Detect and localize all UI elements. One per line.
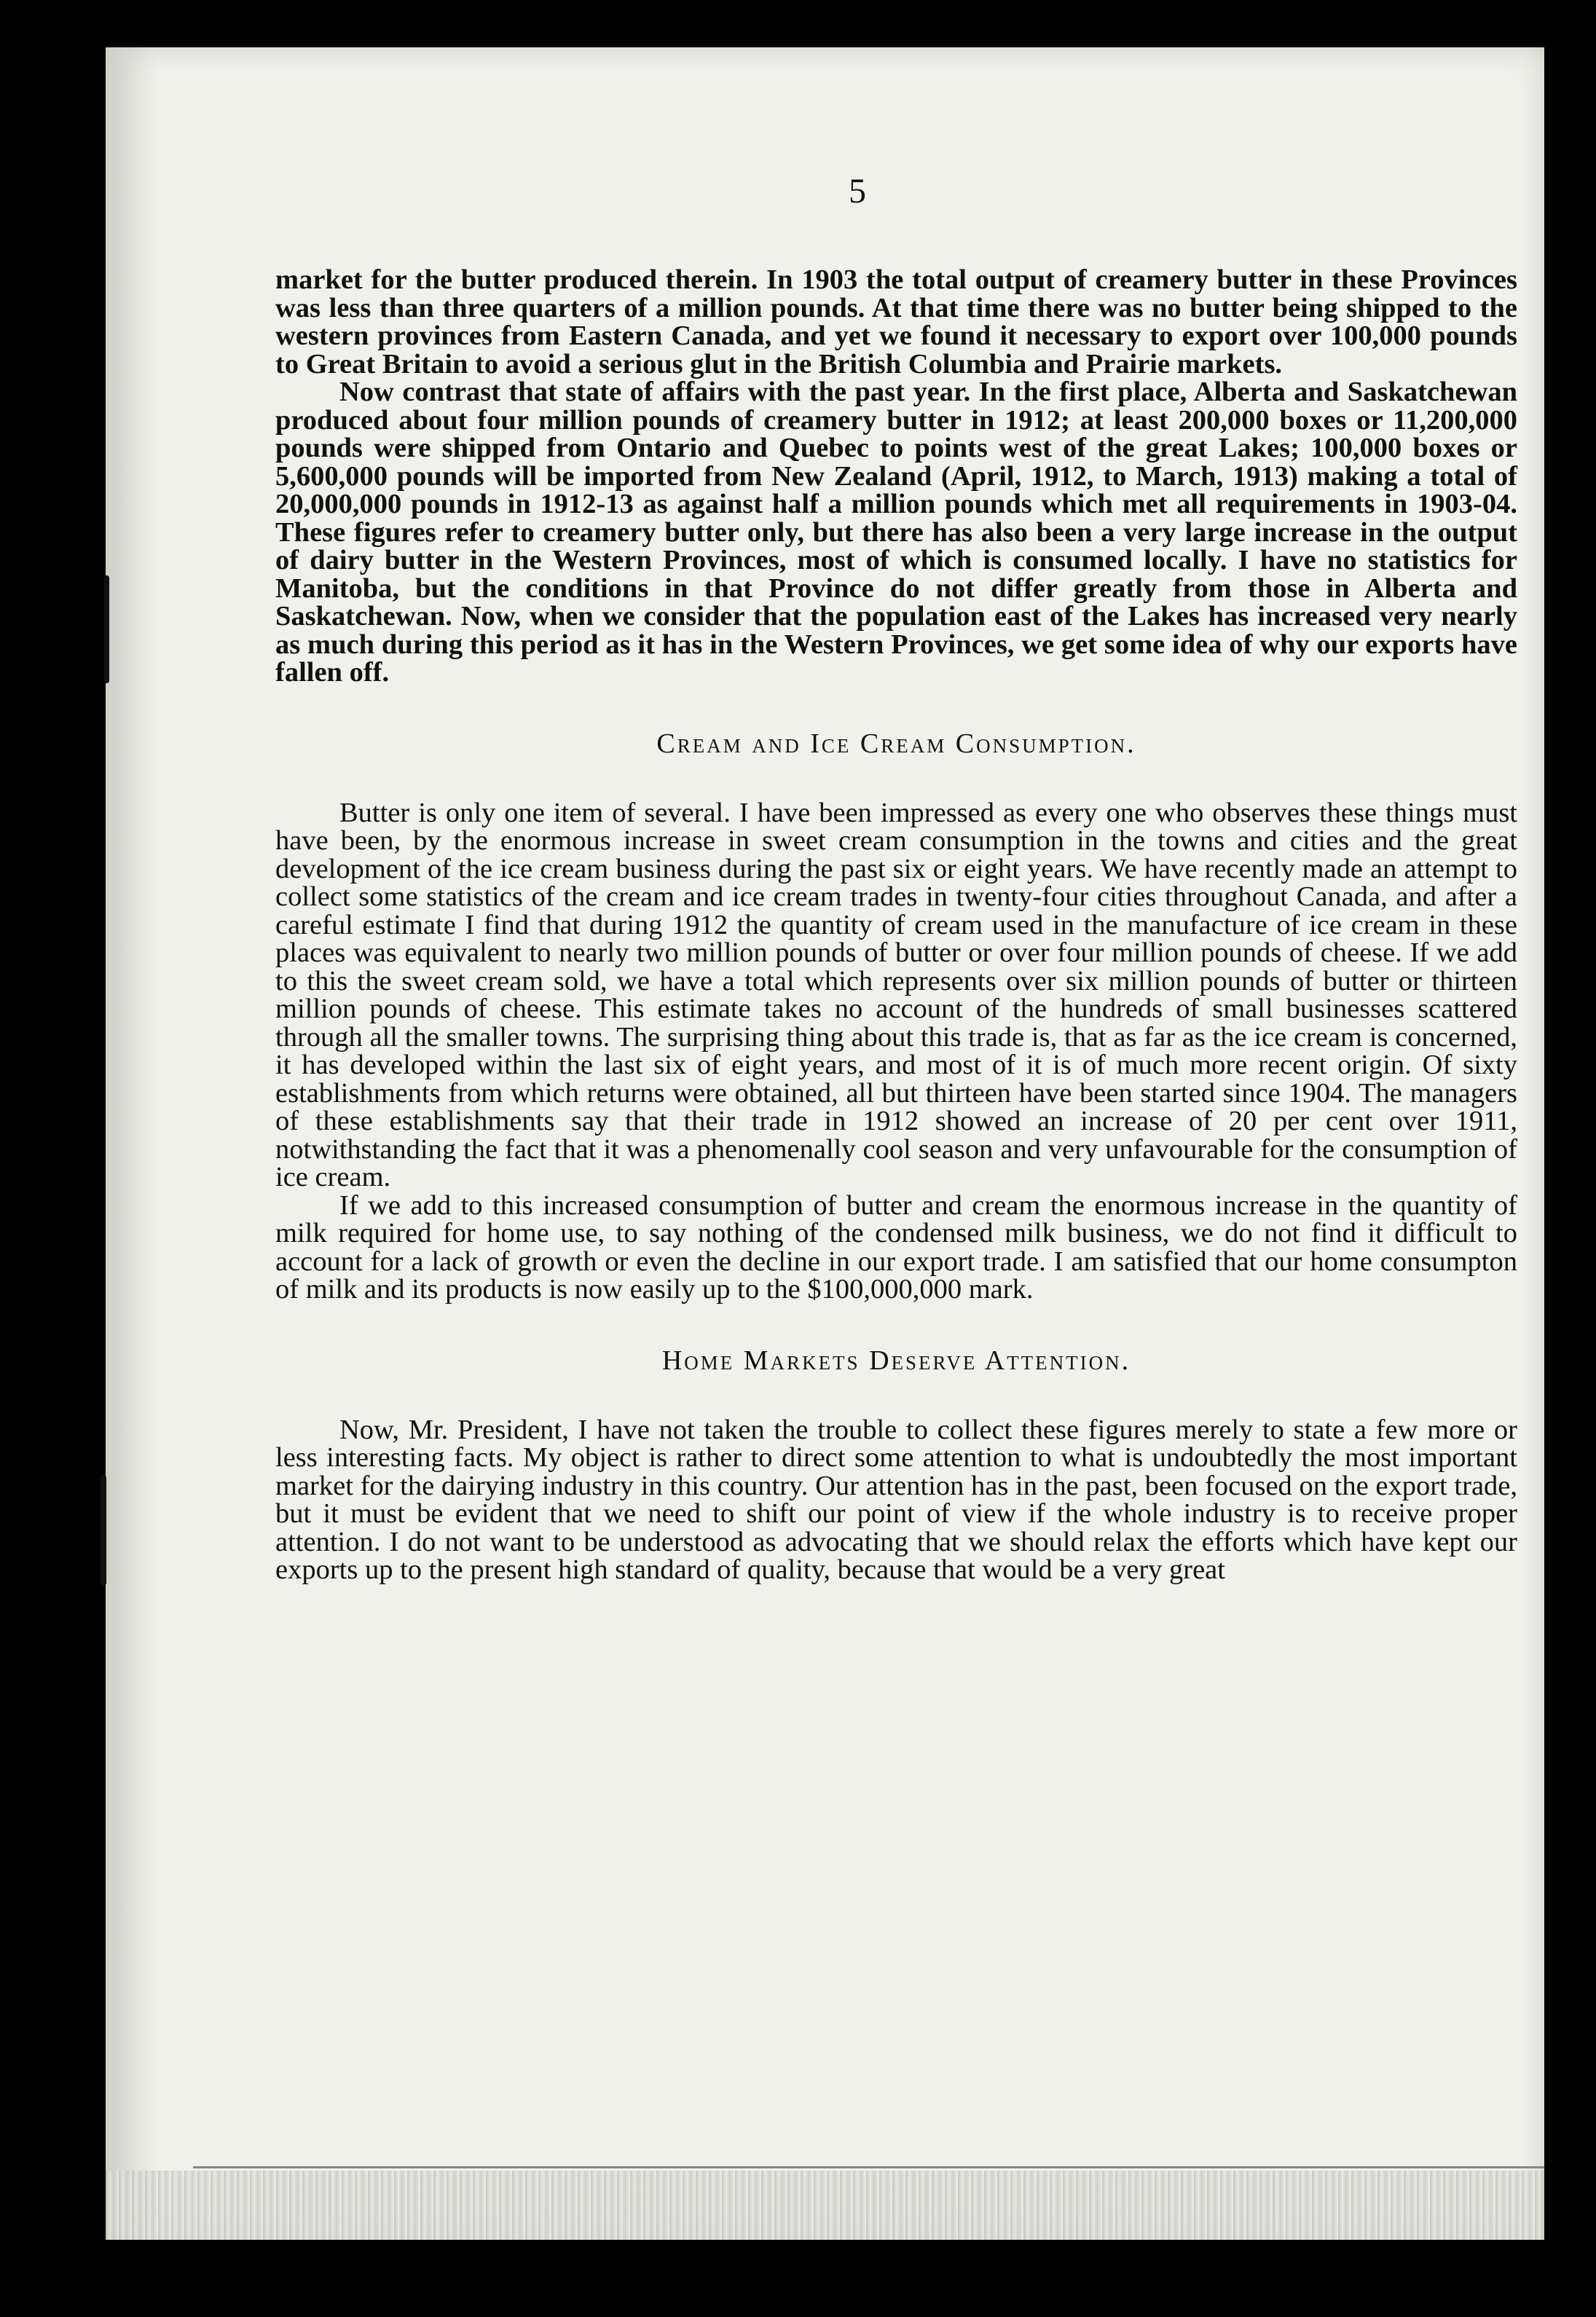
paragraph-3: Butter is only one item of several. I have been impressed as every one who observes these things must have been, by the enormous increase in sweet cream consumption in the towns and cities and the great development of the ice cream business during the past six or eight years. We have recently made an attempt to collect some statistics of the cream and ice cream trades in twenty-four cities throughout Canada, and after a careful estimate I find that during 1912 the quantity of cream used in the manufacture of ice cream in these places was equivalent to nearly two million pounds of butter or over four million pounds of cheese. If we add to this the sweet cream sold, we have a total which represents over six million pounds of butter or thirteen million pounds of cheese. This estimate takes no account of the hundreds of small businesses scattered through all the smaller towns. The surprising thing about this trade is, that as far as the ice cream is concerned, it has developed within the last six of eight years, and most of it is of much more recent origin. Of sixty establishments from which returns were obtained, all but thirteen have been started since 1904. The managers of these establishments say that their trade in 1912 showed an increase of 20 per cent over 1911, notwithstanding the fact that it was a phenomenally cool season and very unfavourable for the consumption of ice cream. bbox=[275, 797, 1517, 1192]
page-number: 5 bbox=[849, 172, 866, 211]
binding-shadow bbox=[106, 47, 157, 2240]
section-heading-cream: Cream and Ice Cream Consumption. bbox=[656, 728, 1136, 759]
paragraph-2: Now contrast that state of affairs with the past year. In the first place, Alberta and Saskatchewan produced about four million pounds of creamery butter in 1912; at least 200,000 boxes or 11,200,000 pounds were shipped from Ontario and Quebec to points west of the great Lakes; 100,000 boxes or 5,600,000 pounds will be imported from New Zealand (April, 1912, to March, 1913) making a total of 20,000,000 pounds in 1912-13 as against half a million pounds which met all requirements in 1903-04. These figures refer to creamery butter only, but there has also been a very large increase in the output of dairy butter in the Western Provinces, most of which is consumed locally. I have no statistics for Manitoba, but the conditions in that Province do not differ greatly from those in Alberta and Saskatchewan. Now, when we consider that the population east of the Lakes has increased very nearly as much during this period as it has in the Western Provinces, we get some idea of why our exports have fallen off. bbox=[275, 377, 1517, 688]
scanned-page bbox=[106, 47, 1544, 2240]
paragraph-4: If we add to this increased consumption of butter and cream the enormous increase in the quantity of milk required for home use, to say nothing of the condensed milk business, we do not find it difficult to account for a lack of growth or even the decline in our export trade. I am satisfied that our home consumpton of milk and its products is now easily up to the $100,000,000 mark. bbox=[275, 1189, 1517, 1305]
paragraph-5: Now, Mr. President, I have not taken the trouble to collect these figures merely to state a few more or less interesting facts. My object is rather to direct some attention to what is undoubtedly the most important market for the dairying industry in this country. Our attention has in the past, been focused on the export trade, but it must be evident that we need to shift our point of view if the whole industry is to receive proper attention. I do not want to be understood as advocating that we should relax the efforts which have kept our exports up to the present high standard of quality, because that would be a very great bbox=[275, 1414, 1517, 1585]
bottom-rule bbox=[193, 2166, 1544, 2168]
page-body bbox=[275, 266, 1517, 1584]
scan-footer-noise bbox=[106, 2171, 1544, 2240]
binding-mark-2 bbox=[101, 1475, 106, 1586]
section-heading-home-markets: Home Markets Deserve Attention. bbox=[661, 1345, 1131, 1376]
paragraph-1: market for the butter produced therein. In 1903 the total output of creamery butter in these Provinces was less than three quarters of a million pounds. At that time there was no butter being shipped to the western provinces from Eastern Canada, and yet we found it necessary to export over 100,000 pounds to Great Britain to avoid a serious glut in the British Columbia and Prairie markets. bbox=[275, 264, 1517, 379]
binding-mark-1 bbox=[104, 575, 109, 683]
